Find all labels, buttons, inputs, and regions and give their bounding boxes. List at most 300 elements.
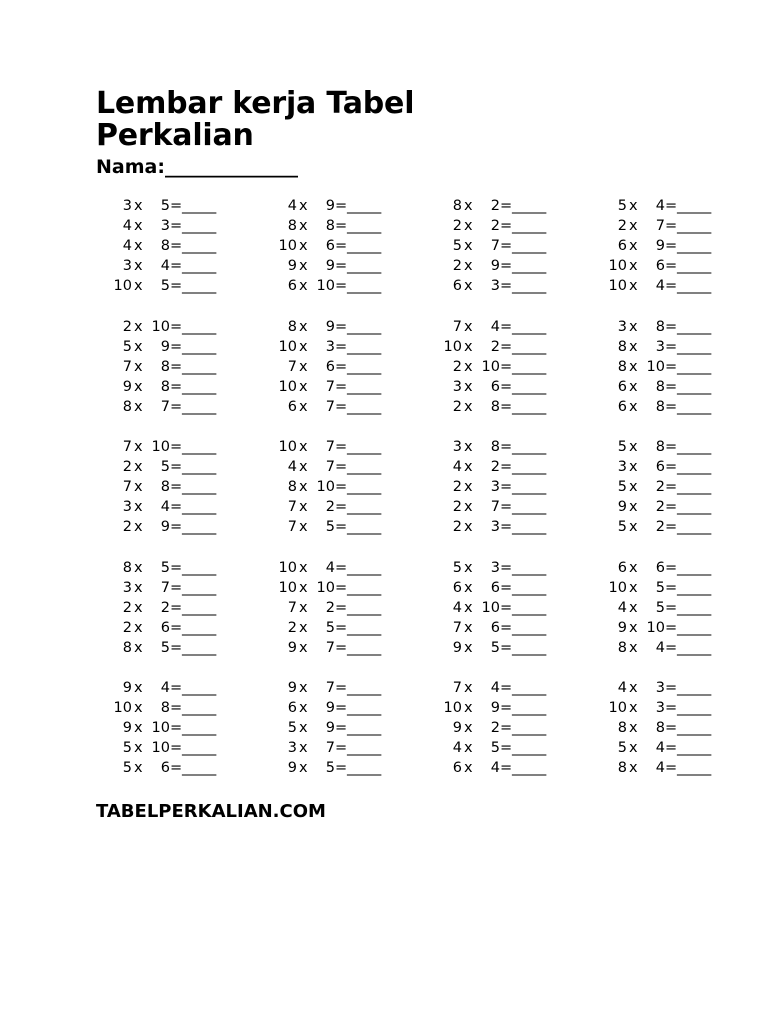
factor-a: 8 [617, 639, 627, 656]
factor-a: 2 [452, 258, 462, 275]
answer-blank: _____ [512, 398, 546, 415]
equals-sign: = [500, 358, 513, 375]
factor-a: 10 [608, 278, 627, 295]
times-sign: x [464, 639, 473, 656]
times-sign: x [464, 278, 473, 295]
times-sign: x [464, 519, 473, 536]
factor-b: 2 [160, 599, 170, 616]
times-sign: x [464, 338, 473, 355]
times-sign: x [629, 760, 638, 777]
factor-b: 3 [490, 479, 500, 496]
multiplication-problem [426, 618, 591, 638]
times-sign: x [629, 238, 638, 255]
answer-blank: _____ [347, 198, 381, 214]
answer-blank: _____ [182, 720, 216, 737]
factor-b: 4 [490, 760, 500, 777]
multiplication-problem [96, 678, 261, 698]
factor-b: 3 [655, 700, 665, 717]
factor-b: 9 [325, 720, 335, 737]
equals-sign: = [335, 499, 348, 516]
factor-a: 8 [617, 338, 627, 355]
factor-a: 2 [122, 619, 132, 636]
times-sign: x [464, 439, 473, 455]
factor-b: 8 [655, 439, 665, 455]
factor-b: 6 [655, 459, 665, 476]
answer-blank: _____ [512, 218, 546, 235]
multiplication-problem [261, 598, 426, 618]
equals-sign: = [500, 639, 513, 656]
equals-sign: = [665, 599, 678, 616]
factor-a: 2 [452, 499, 462, 516]
multiplication-problem [426, 457, 591, 477]
factor-b: 9 [160, 338, 170, 355]
problem-block-row [96, 678, 756, 779]
factor-a: 8 [122, 398, 132, 415]
answer-blank: _____ [512, 318, 546, 335]
multiplication-problem [96, 397, 261, 417]
equals-sign: = [500, 338, 513, 355]
factor-b: 2 [490, 218, 500, 235]
times-sign: x [464, 198, 473, 214]
factor-a: 7 [122, 479, 132, 496]
times-sign: x [299, 619, 308, 636]
factor-b: 8 [160, 238, 170, 255]
times-sign: x [299, 479, 308, 496]
answer-blank: _____ [347, 760, 381, 777]
multiplication-problem [591, 578, 756, 598]
multiplication-problem [591, 216, 756, 236]
answer-blank: _____ [182, 519, 216, 536]
factor-a: 3 [452, 378, 462, 395]
equals-sign: = [665, 338, 678, 355]
factor-a: 9 [452, 720, 462, 737]
factor-b: 8 [655, 378, 665, 395]
factor-b: 10 [151, 720, 170, 737]
times-sign: x [299, 258, 308, 275]
times-sign: x [629, 680, 638, 696]
factor-b: 10 [151, 740, 170, 757]
factor-a: 3 [617, 318, 627, 335]
equals-sign: = [665, 278, 678, 295]
factor-a: 9 [287, 639, 297, 656]
multiplication-problem [591, 698, 756, 718]
times-sign: x [134, 338, 143, 355]
factor-b: 5 [655, 599, 665, 616]
factor-a: 2 [122, 519, 132, 536]
equals-sign: = [335, 639, 348, 656]
equals-sign: = [500, 619, 513, 636]
answer-blank: _____ [347, 459, 381, 476]
multiplication-problem [261, 578, 426, 598]
multiplication-problem [261, 698, 426, 718]
factor-a: 8 [122, 639, 132, 656]
equals-sign: = [170, 760, 183, 777]
times-sign: x [629, 599, 638, 616]
multiplication-problem [426, 437, 591, 457]
equals-sign: = [335, 740, 348, 757]
multiplication-problem [261, 738, 426, 758]
answer-blank: _____ [182, 499, 216, 516]
factor-a: 8 [122, 559, 132, 576]
times-sign: x [134, 619, 143, 636]
multiplication-problem [591, 377, 756, 397]
multiplication-problem [426, 276, 591, 296]
equals-sign: = [170, 218, 183, 235]
factor-a: 8 [617, 760, 627, 777]
equals-sign: = [335, 599, 348, 616]
equals-sign: = [500, 499, 513, 516]
times-sign: x [629, 700, 638, 717]
equals-sign: = [500, 740, 513, 757]
factor-b: 7 [325, 439, 335, 455]
times-sign: x [134, 639, 143, 656]
answer-blank: _____ [512, 358, 546, 375]
equals-sign: = [170, 479, 183, 496]
equals-sign: = [170, 700, 183, 717]
factor-a: 3 [617, 459, 627, 476]
multiplication-problem [426, 578, 591, 598]
multiplication-problem [261, 517, 426, 537]
problem-column [96, 317, 261, 418]
multiplication-problem [426, 236, 591, 256]
answer-blank: _____ [677, 398, 711, 415]
answer-blank: _____ [512, 579, 546, 596]
equals-sign: = [335, 318, 348, 335]
answer-blank: _____ [347, 619, 381, 636]
problem-block-row [96, 196, 756, 297]
answer-blank: _____ [677, 720, 711, 737]
answer-blank: _____ [677, 639, 711, 656]
times-sign: x [299, 459, 308, 476]
equals-sign: = [500, 599, 513, 616]
answer-blank: _____ [512, 479, 546, 496]
equals-sign: = [665, 700, 678, 717]
factor-b: 4 [655, 760, 665, 777]
factor-b: 8 [160, 479, 170, 496]
equals-sign: = [335, 238, 348, 255]
factor-b: 4 [490, 318, 500, 335]
multiplication-problem [96, 276, 261, 296]
multiplication-problem [426, 758, 591, 778]
multiplication-problem [261, 397, 426, 417]
factor-b: 3 [160, 218, 170, 235]
multiplication-problem [591, 317, 756, 337]
factor-a: 2 [452, 358, 462, 375]
answer-blank: _____ [347, 499, 381, 516]
times-sign: x [299, 760, 308, 777]
factor-a: 7 [287, 599, 297, 616]
factor-b: 7 [490, 499, 500, 516]
multiplication-problem [96, 457, 261, 477]
factor-b: 5 [160, 639, 170, 656]
equals-sign: = [335, 218, 348, 235]
multiplication-problem [96, 256, 261, 276]
times-sign: x [464, 459, 473, 476]
problem-column [591, 317, 756, 418]
multiplication-problem [591, 738, 756, 758]
factor-a: 7 [452, 318, 462, 335]
factor-a: 3 [122, 579, 132, 596]
answer-blank: _____ [182, 338, 216, 355]
multiplication-problem [591, 598, 756, 618]
factor-a: 10 [608, 258, 627, 275]
multiplication-problem [591, 517, 756, 537]
times-sign: x [464, 479, 473, 496]
equals-sign: = [335, 278, 348, 295]
answer-blank: _____ [512, 599, 546, 616]
times-sign: x [134, 599, 143, 616]
factor-b: 3 [655, 338, 665, 355]
equals-sign: = [665, 740, 678, 757]
multiplication-problem [96, 437, 261, 457]
equals-sign: = [335, 619, 348, 636]
equals-sign: = [170, 358, 183, 375]
times-sign: x [629, 519, 638, 536]
equals-sign: = [335, 760, 348, 777]
factor-a: 5 [617, 198, 627, 214]
times-sign: x [299, 439, 308, 455]
equals-sign: = [170, 278, 183, 295]
equals-sign: = [500, 479, 513, 496]
equals-sign: = [665, 479, 678, 496]
factor-b: 8 [655, 720, 665, 737]
answer-blank: _____ [182, 378, 216, 395]
answer-blank: _____ [182, 700, 216, 717]
factor-a: 6 [287, 398, 297, 415]
factor-b: 4 [325, 559, 335, 576]
equals-sign: = [500, 760, 513, 777]
multiplication-problem [426, 397, 591, 417]
multiplication-problem [96, 638, 261, 658]
equals-sign: = [335, 358, 348, 375]
answer-blank: _____ [512, 238, 546, 255]
answer-blank: _____ [347, 559, 381, 576]
factor-a: 3 [122, 198, 132, 214]
multiplication-problem [426, 678, 591, 698]
problem-column [426, 437, 591, 538]
answer-blank: _____ [347, 680, 381, 696]
factor-a: 7 [287, 499, 297, 516]
factor-b: 7 [325, 639, 335, 656]
multiplication-problem [261, 638, 426, 658]
factor-a: 10 [443, 700, 462, 717]
times-sign: x [299, 218, 308, 235]
factor-a: 2 [122, 318, 132, 335]
factor-b: 3 [490, 519, 500, 536]
multiplication-problem [426, 256, 591, 276]
times-sign: x [629, 318, 638, 335]
answer-blank: _____ [677, 318, 711, 335]
answer-blank: _____ [347, 318, 381, 335]
equals-sign: = [500, 278, 513, 295]
multiplication-problem [426, 517, 591, 537]
times-sign: x [629, 499, 638, 516]
problem-column [261, 558, 426, 659]
answer-blank: _____ [347, 519, 381, 536]
times-sign: x [629, 258, 638, 275]
problem-column [426, 196, 591, 297]
factor-b: 7 [325, 459, 335, 476]
multiplication-problem [426, 377, 591, 397]
equals-sign: = [170, 639, 183, 656]
multiplication-problem [261, 718, 426, 738]
factor-b: 2 [325, 499, 335, 516]
factor-b: 10 [316, 479, 335, 496]
times-sign: x [629, 720, 638, 737]
times-sign: x [299, 700, 308, 717]
times-sign: x [629, 639, 638, 656]
factor-a: 7 [452, 680, 462, 696]
answer-blank: _____ [182, 559, 216, 576]
times-sign: x [299, 680, 308, 696]
equals-sign: = [500, 198, 513, 214]
factor-b: 7 [325, 378, 335, 395]
problem-column [261, 196, 426, 297]
times-sign: x [134, 278, 143, 295]
factor-a: 5 [452, 238, 462, 255]
problem-column [96, 678, 261, 779]
answer-blank: _____ [347, 479, 381, 496]
equals-sign: = [170, 378, 183, 395]
times-sign: x [629, 398, 638, 415]
answer-blank: _____ [512, 680, 546, 696]
equals-sign: = [665, 639, 678, 656]
multiplication-problem [591, 718, 756, 738]
multiplication-problem [96, 196, 261, 216]
factor-a: 8 [452, 198, 462, 214]
answer-blank: _____ [512, 619, 546, 636]
times-sign: x [629, 619, 638, 636]
answer-blank: _____ [182, 358, 216, 375]
equals-sign: = [170, 459, 183, 476]
factor-b: 9 [160, 519, 170, 536]
equals-sign: = [335, 439, 348, 455]
factor-a: 5 [122, 740, 132, 757]
times-sign: x [629, 278, 638, 295]
answer-blank: _____ [512, 760, 546, 777]
times-sign: x [299, 720, 308, 737]
factor-b: 9 [490, 700, 500, 717]
multiplication-problem [426, 216, 591, 236]
multiplication-problem [96, 357, 261, 377]
equals-sign: = [500, 720, 513, 737]
multiplication-problem [261, 497, 426, 517]
answer-blank: _____ [512, 198, 546, 214]
equals-sign: = [665, 459, 678, 476]
equals-sign: = [170, 338, 183, 355]
equals-sign: = [500, 700, 513, 717]
multiplication-problem [261, 758, 426, 778]
worksheet-problems [96, 196, 756, 799]
answer-blank: _____ [677, 238, 711, 255]
factor-b: 4 [160, 499, 170, 516]
answer-blank: _____ [182, 740, 216, 757]
multiplication-problem [261, 276, 426, 296]
factor-a: 5 [617, 740, 627, 757]
equals-sign: = [170, 579, 183, 596]
factor-b: 10 [481, 358, 500, 375]
problem-column [96, 558, 261, 659]
times-sign: x [629, 378, 638, 395]
equals-sign: = [665, 238, 678, 255]
multiplication-problem [591, 397, 756, 417]
times-sign: x [629, 740, 638, 757]
factor-a: 10 [278, 378, 297, 395]
equals-sign: = [335, 680, 348, 696]
times-sign: x [629, 459, 638, 476]
times-sign: x [299, 740, 308, 757]
factor-a: 2 [122, 599, 132, 616]
equals-sign: = [500, 398, 513, 415]
equals-sign: = [665, 720, 678, 737]
equals-sign: = [335, 700, 348, 717]
factor-a: 2 [452, 479, 462, 496]
factor-a: 4 [287, 459, 297, 476]
equals-sign: = [170, 519, 183, 536]
factor-b: 8 [325, 218, 335, 235]
times-sign: x [464, 218, 473, 235]
factor-a: 5 [617, 479, 627, 496]
multiplication-problem [261, 678, 426, 698]
multiplication-problem [591, 457, 756, 477]
equals-sign: = [335, 198, 348, 214]
times-sign: x [134, 238, 143, 255]
times-sign: x [134, 760, 143, 777]
multiplication-problem [261, 437, 426, 457]
factor-b: 9 [325, 700, 335, 717]
answer-blank: _____ [677, 459, 711, 476]
times-sign: x [464, 720, 473, 737]
times-sign: x [299, 198, 308, 214]
factor-a: 9 [287, 680, 297, 696]
footer-site-name: TABELPERKALIAN.COM [96, 801, 326, 822]
factor-a: 4 [122, 238, 132, 255]
factor-b: 2 [655, 499, 665, 516]
factor-b: 7 [325, 740, 335, 757]
times-sign: x [464, 378, 473, 395]
answer-blank: _____ [512, 639, 546, 656]
equals-sign: = [170, 258, 183, 275]
multiplication-problem [591, 758, 756, 778]
multiplication-problem [96, 718, 261, 738]
factor-a: 3 [122, 258, 132, 275]
answer-blank: _____ [182, 459, 216, 476]
equals-sign: = [170, 680, 183, 696]
multiplication-problem [426, 477, 591, 497]
factor-a: 6 [617, 378, 627, 395]
factor-a: 2 [617, 218, 627, 235]
answer-blank: _____ [347, 599, 381, 616]
equals-sign: = [665, 619, 678, 636]
equals-sign: = [170, 198, 183, 214]
answer-blank: _____ [347, 238, 381, 255]
multiplication-problem [261, 317, 426, 337]
factor-b: 4 [655, 740, 665, 757]
times-sign: x [629, 439, 638, 455]
factor-b: 5 [325, 519, 335, 536]
factor-b: 2 [490, 198, 500, 214]
times-sign: x [299, 398, 308, 415]
answer-blank: _____ [182, 238, 216, 255]
factor-a: 9 [122, 720, 132, 737]
answer-blank: _____ [512, 439, 546, 455]
equals-sign: = [665, 358, 678, 375]
answer-blank: _____ [512, 378, 546, 395]
factor-a: 8 [287, 318, 297, 335]
factor-b: 6 [655, 559, 665, 576]
multiplication-problem [261, 618, 426, 638]
answer-blank: _____ [677, 760, 711, 777]
